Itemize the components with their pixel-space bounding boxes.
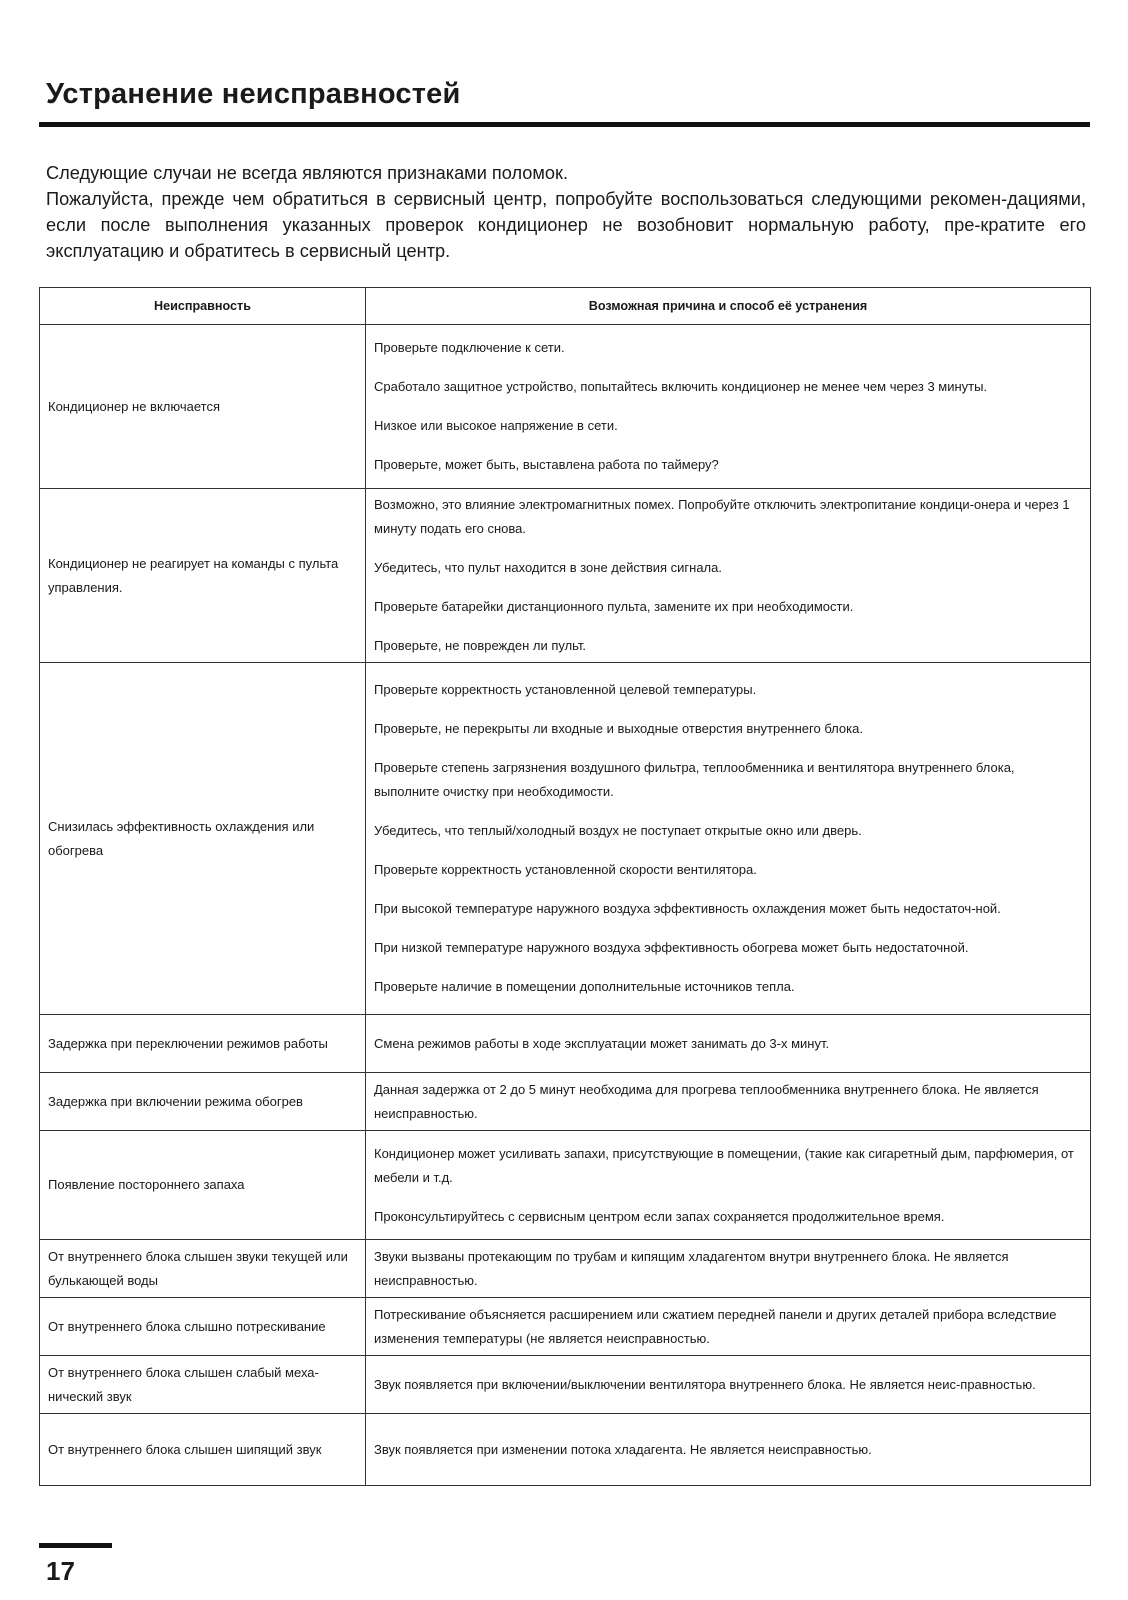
solution-item: Данная задержка от 2 до 5 минут необходима для прогрева теплообменника внутреннего блока. Не является неисправностью. xyxy=(374,1081,1039,1121)
intro-line-1: Следующие случаи не всегда являются признаками поломок. xyxy=(46,163,569,183)
solution-cell xyxy=(366,1073,1091,1131)
header-solution: Возможная причина и способ её устранения xyxy=(366,288,1091,325)
solution-item: Убедитесь, что теплый/холодный воздух не поступает открытые окно или дверь. xyxy=(374,823,862,838)
table-row xyxy=(40,1240,1091,1298)
page-number: 17 xyxy=(46,1556,75,1586)
solution-item: Звук появляется при изменении потока хладагента. Не является неисправностью. xyxy=(374,1441,872,1457)
solution-item: Проверьте степень загрязнения воздушного фильтра, теплообменника и вентилятора внутреннего блока, выполните очистку при необходимости. xyxy=(374,760,1015,799)
issue-cell: От внутреннего блока слышно потрескивание xyxy=(40,1298,366,1356)
header-issue: Неисправность xyxy=(40,288,366,325)
solution-item: Проверьте корректность установленной скорости вентилятора. xyxy=(374,862,757,877)
solution-item: При низкой температуре наружного воздуха эффективность обогрева может быть недостаточной. xyxy=(374,940,969,955)
solution-item: Убедитесь, что пульт находится в зоне действия сигнала. xyxy=(374,560,722,575)
table-row xyxy=(40,1015,1091,1073)
table-header-row xyxy=(40,288,1091,325)
solution-item: Звуки вызваны протекающим по трубам и кипящим хладагентом внутри внутреннего блока. Не является неисправностью. xyxy=(374,1248,1009,1288)
table-row xyxy=(40,489,1091,663)
table-row xyxy=(40,1131,1091,1240)
solution-cell xyxy=(366,325,1091,489)
footer-rule xyxy=(39,1543,112,1548)
issue-cell: Кондиционер не включается xyxy=(40,325,366,489)
issue-cell: Задержка при переключении режимов работы xyxy=(40,1015,366,1073)
solution-item: Звук появляется при включении/выключении вентилятора внутреннего блока. Не является неис-правностью. xyxy=(374,1376,1036,1392)
solution-cell xyxy=(366,489,1091,663)
solution-item: Низкое или высокое напряжение в сети. xyxy=(374,418,618,433)
solution-item: Проверьте, не перекрыты ли входные и выходные отверстия внутреннего блока. xyxy=(374,721,863,736)
issue-cell: Задержка при включении режима обогрев xyxy=(40,1073,366,1131)
solution-cell xyxy=(366,1414,1091,1486)
solution-item: Проверьте батарейки дистанционного пульта, замените их при необходимости. xyxy=(374,599,854,614)
table-row xyxy=(40,1298,1091,1356)
table-row xyxy=(40,325,1091,489)
troubleshooting-table xyxy=(39,287,1091,1486)
solution-item: Проверьте, может быть, выставлена работа по таймеру? xyxy=(374,457,719,472)
table-row xyxy=(40,1073,1091,1131)
issue-cell: От внутреннего блока слышен звуки текущей или булькающей воды xyxy=(40,1240,366,1298)
intro-text xyxy=(46,160,1086,264)
solution-cell xyxy=(366,1240,1091,1298)
solution-cell xyxy=(366,1356,1091,1414)
solution-item: Кондиционер может усиливать запахи, присутствующие в помещении, (такие как сигаретный дым, парфюмерия, от мебели и т.д. xyxy=(374,1145,1074,1185)
issue-cell: Кондиционер не реагирует на команды с пульта управления. xyxy=(40,489,366,663)
issue-cell: От внутреннего блока слышен слабый меха-нический звук xyxy=(40,1356,366,1414)
solution-item: При высокой температуре наружного воздуха эффективность охлаждения может быть недостаточ-ной. xyxy=(374,901,1001,916)
solution-item: Проверьте наличие в помещении дополнительные источников тепла. xyxy=(374,979,795,994)
solution-item: Проверьте подключение к сети. xyxy=(374,340,565,355)
solution-cell xyxy=(366,1015,1091,1073)
solution-item: Смена режимов работы в ходе эксплуатации может занимать до 3-х минут. xyxy=(374,1035,830,1051)
issue-cell: Снизилась эффективность охлаждения или обогрева xyxy=(40,663,366,1015)
table-row xyxy=(40,663,1091,1015)
title-underline xyxy=(39,122,1090,127)
solution-item: Проверьте, не поврежден ли пульт. xyxy=(374,638,587,653)
solution-item: Сработало защитное устройство, попытайтесь включить кондиционер не менее чем через 3 минуты. xyxy=(374,379,988,394)
intro-line-2: Пожалуйста, прежде чем обратиться в сервисный центр, попробуйте воспользоваться следующими рекомен-дациями, если после выполнения указанных проверок кондиционер не возобновит нормальную работу, пре-кратите его эксплуатацию и обратитесь в сервисный центр. xyxy=(46,189,1086,261)
table-row xyxy=(40,1414,1091,1486)
issue-cell: От внутреннего блока слышен шипящий звук xyxy=(40,1414,366,1486)
solution-item: Возможно, это влияние электромагнитных помех. Попробуйте отключить электропитание кондици-онера и через 1 минуту подать его снова. xyxy=(374,497,1070,536)
solution-cell xyxy=(366,663,1091,1015)
table-body xyxy=(40,325,1091,1486)
table-row xyxy=(40,1356,1091,1414)
page-title: Устранение неисправностей xyxy=(46,78,461,110)
solution-item: Проверьте корректность установленной целевой температуры. xyxy=(374,682,757,697)
solution-cell xyxy=(366,1298,1091,1356)
solution-cell xyxy=(366,1131,1091,1240)
solution-item: Проконсультируйтесь с сервисным центром если запах сохраняется продолжительное время. xyxy=(374,1208,945,1224)
solution-item: Потрескивание объясняется расширением или сжатием передней панели и других деталей прибора вследствие изменения температуры (не является неисправностью. xyxy=(374,1306,1057,1346)
issue-cell: Появление постороннего запаха xyxy=(40,1131,366,1240)
